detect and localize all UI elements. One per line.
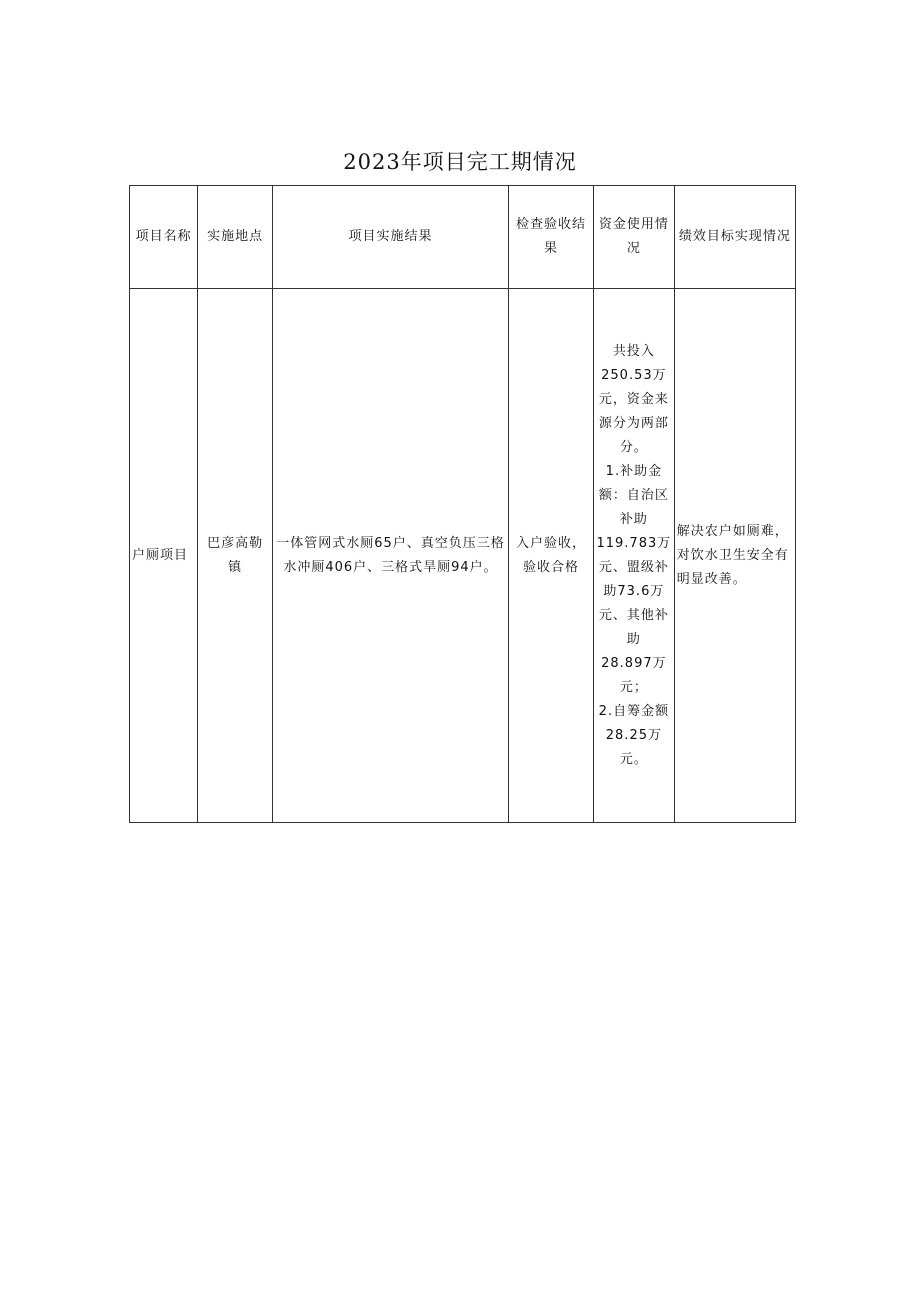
fund-line: 额：自治区: [598, 487, 669, 503]
table-header-row: [130, 186, 796, 289]
header-performance: 绩效目标实现情况: [674, 186, 795, 289]
fund-line: 源分为两部: [598, 415, 669, 431]
cell-result: 一体管网式水厕65户、真空负压三格水冲厕406户、三格式旱厕94户。: [272, 289, 508, 823]
fund-line: 补助: [619, 511, 648, 527]
header-fund-usage: 资金使用情况: [593, 186, 674, 289]
project-table: [129, 185, 796, 823]
fund-line: 元、盟级补: [598, 559, 669, 575]
header-location: 实施地点: [198, 186, 273, 289]
fund-line: 共投入: [612, 343, 655, 359]
page-title: 2023年项目完工期情况: [343, 150, 577, 174]
cell-inspection: 入户验收，验收合格: [509, 289, 594, 823]
fund-line: 元、其他补: [598, 607, 669, 623]
fund-line: 28.25万: [605, 727, 662, 743]
cell-location: 巴彦高勒镇: [198, 289, 273, 823]
fund-line: 2.自筹金额: [598, 703, 670, 719]
fund-line: 119.783万: [596, 535, 672, 551]
cell-performance: 解决农户如厕难，对饮水卫生安全有明显改善。: [674, 289, 795, 823]
fund-line: 元，资金来: [598, 391, 669, 407]
header-project-name: 项目名称: [130, 186, 198, 289]
header-result: 项目实施结果: [272, 186, 508, 289]
fund-line: 分。: [619, 439, 648, 455]
table-row: [130, 289, 796, 823]
fund-line: 助: [626, 631, 641, 647]
cell-project-name: 户厕项目: [130, 289, 198, 823]
fund-line: 250.53万: [601, 367, 667, 383]
fund-line: 元；: [619, 679, 648, 695]
header-inspection: 检查验收结果: [509, 186, 594, 289]
cell-fund-usage: [593, 289, 674, 823]
fund-line: 1.补助金: [605, 463, 663, 479]
fund-line: 28.897万: [601, 655, 667, 671]
fund-line: 助73.6万: [603, 583, 665, 599]
fund-line: 元。: [619, 751, 648, 767]
